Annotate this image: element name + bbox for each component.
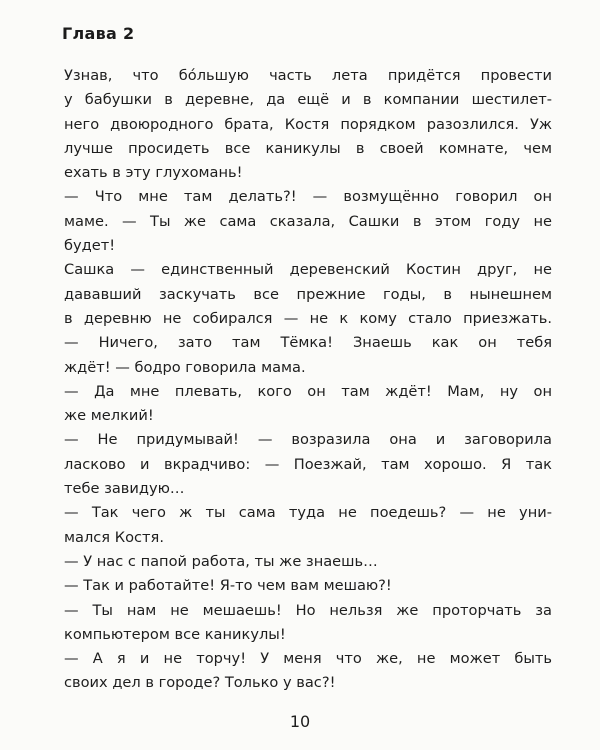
text-line: ждёт! — бодро говорила мама. [64, 358, 306, 376]
text-line: — А я и не торчу! У меня что же, не может быть [64, 650, 552, 668]
text-line: — Ничего, зато там Тёмка! Знаешь как он тебя [64, 334, 552, 352]
text-line: будет! [64, 237, 116, 255]
text-line: своих дел в городе? Только у вас?! [64, 674, 336, 692]
text-line: — Что мне там делать?! — возмущённо говорил он [64, 188, 552, 206]
text-line: у бабушки в деревне, да ещё и в компании шестилет- [64, 91, 552, 109]
text-line: — Да мне плевать, кого он там ждёт! Мам, ну он [64, 382, 552, 400]
text-line: в деревню не собирался — не к кому стало приезжать. [64, 309, 552, 327]
text-line: лучше просидеть все каникулы в своей комнате, чем [64, 139, 552, 157]
text-line: — У нас с папой работа, ты же знаешь… [64, 552, 378, 570]
text-line: тебе завидую… [64, 480, 185, 498]
text-line: дававший заскучать все прежние годы, в нынешнем [64, 285, 552, 303]
text-line: ласково и вкрадчиво: — Поезжай, там хорошо. Я так [64, 455, 552, 473]
text-line: маме. — Ты же сама сказала, Сашки в этом году не [64, 212, 552, 230]
text-line: мался Костя. [64, 528, 164, 546]
text-line: — Не придумывай! — возразила она и заговорила [64, 431, 552, 449]
text-line: — Так и работайте! Я-то чем вам мешаю?! [64, 577, 392, 595]
text-line: — Ты нам не мешаешь! Но нельзя же проторчать за [64, 601, 552, 619]
text-line: — Так чего ж ты сама туда не поедешь? — не уни- [64, 504, 552, 522]
text-line: же мелкий! [64, 407, 154, 425]
chapter-title: Глава 2 [62, 24, 135, 43]
page-number: 10 [289, 712, 311, 731]
text-line: него двоюродного брата, Костя порядком разозлился. Уж [64, 115, 552, 133]
text-line: Сашка — единственный деревенский Костин друг, не [64, 261, 552, 279]
body-text [64, 64, 552, 696]
text-line: ехать в эту глухомань! [64, 164, 243, 182]
text-line: компьютером все каникулы! [64, 625, 286, 643]
text-line: Узнав, что бо́льшую часть лета придётся провести [64, 67, 552, 84]
